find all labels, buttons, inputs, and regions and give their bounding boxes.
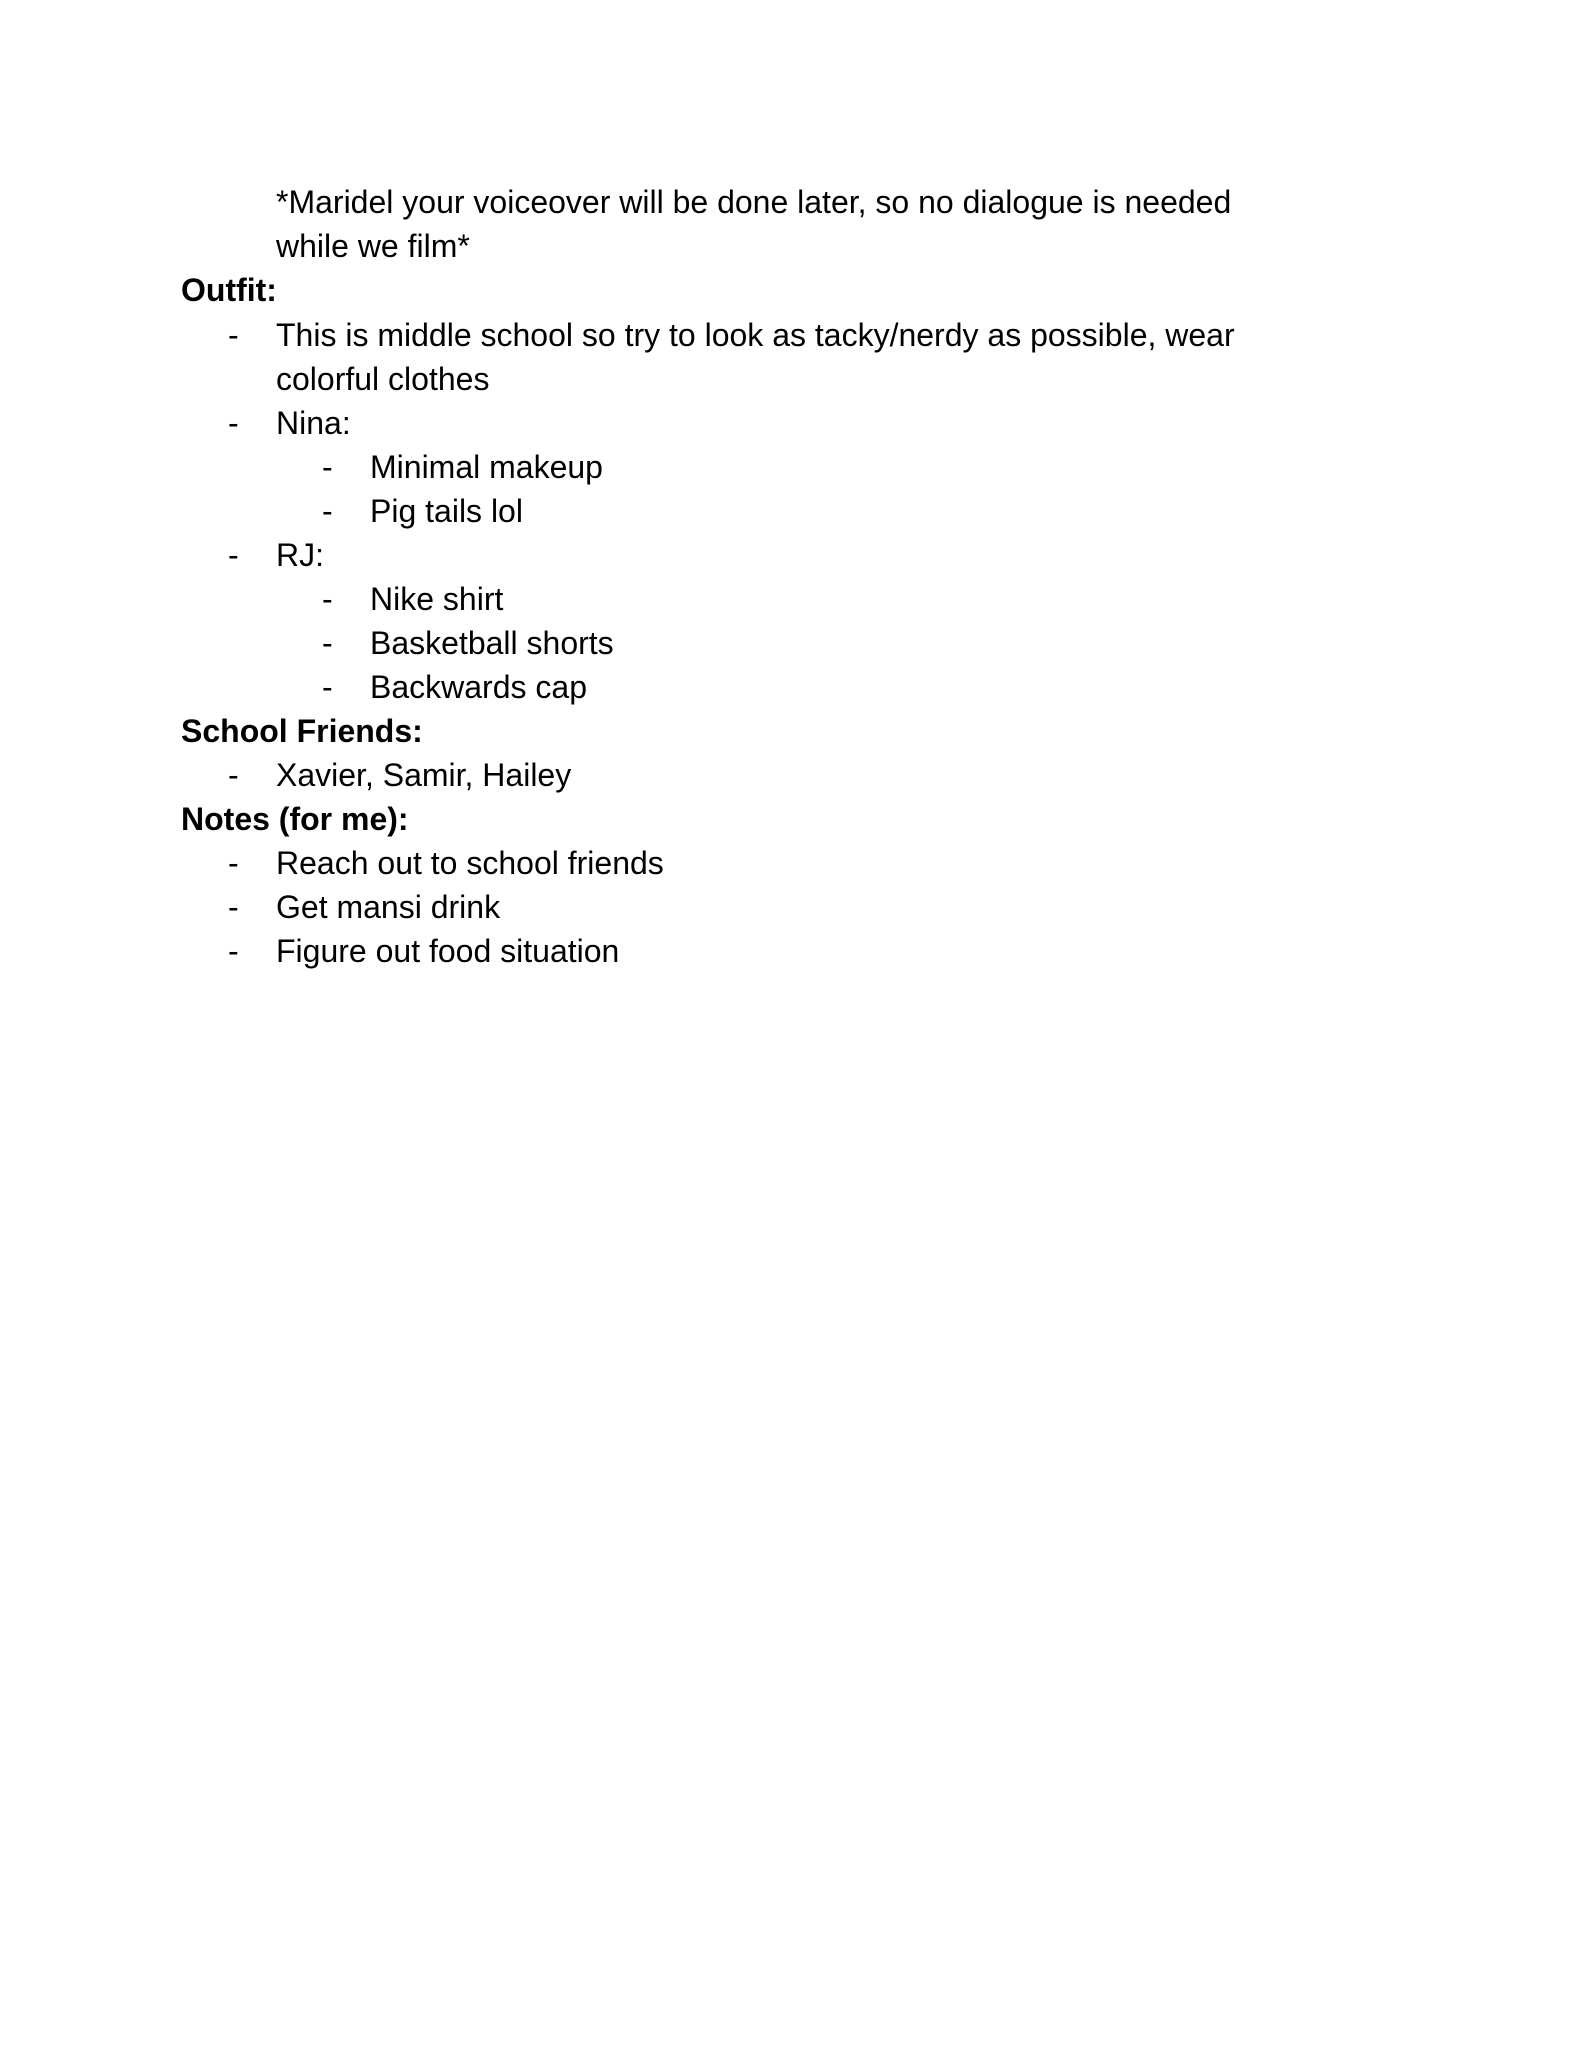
outfit-heading: Outfit: [181,272,277,308]
school-friends-heading: School Friends: [181,713,423,749]
notes-heading: Notes (for me): [181,801,409,837]
list-item: Reach out to school friends [276,845,664,881]
bullet-dash: - [228,933,239,969]
list-item: Backwards cap [370,669,587,705]
sub-bullet-dash: - [322,449,333,485]
bullet-dash: - [228,537,239,573]
voiceover-note-line-1: *Maridel your voiceover will be done later, so no dialogue is needed [276,184,1232,220]
sub-bullet-dash: - [322,625,333,661]
nina-label: Nina: [276,405,351,441]
bullet-dash: - [228,317,239,353]
bullet-dash: - [228,889,239,925]
list-item: Pig tails lol [370,493,523,529]
outfit-general-line-2: colorful clothes [276,361,490,397]
list-item: Basketball shorts [370,625,614,661]
sub-bullet-dash: - [322,581,333,617]
sub-bullet-dash: - [322,493,333,529]
bullet-dash: - [228,757,239,793]
list-item: Xavier, Samir, Hailey [276,757,572,793]
bullet-dash: - [228,845,239,881]
list-item: Figure out food situation [276,933,620,969]
bullet-dash: - [228,405,239,441]
outfit-general-line-1: This is middle school so try to look as tacky/nerdy as possible, wear [276,317,1235,353]
list-item: Minimal makeup [370,449,603,485]
voiceover-note-line-2: while we film* [276,228,470,264]
rj-label: RJ: [276,537,324,573]
list-item: Nike shirt [370,581,504,617]
sub-bullet-dash: - [322,669,333,705]
list-item: Get mansi drink [276,889,501,925]
